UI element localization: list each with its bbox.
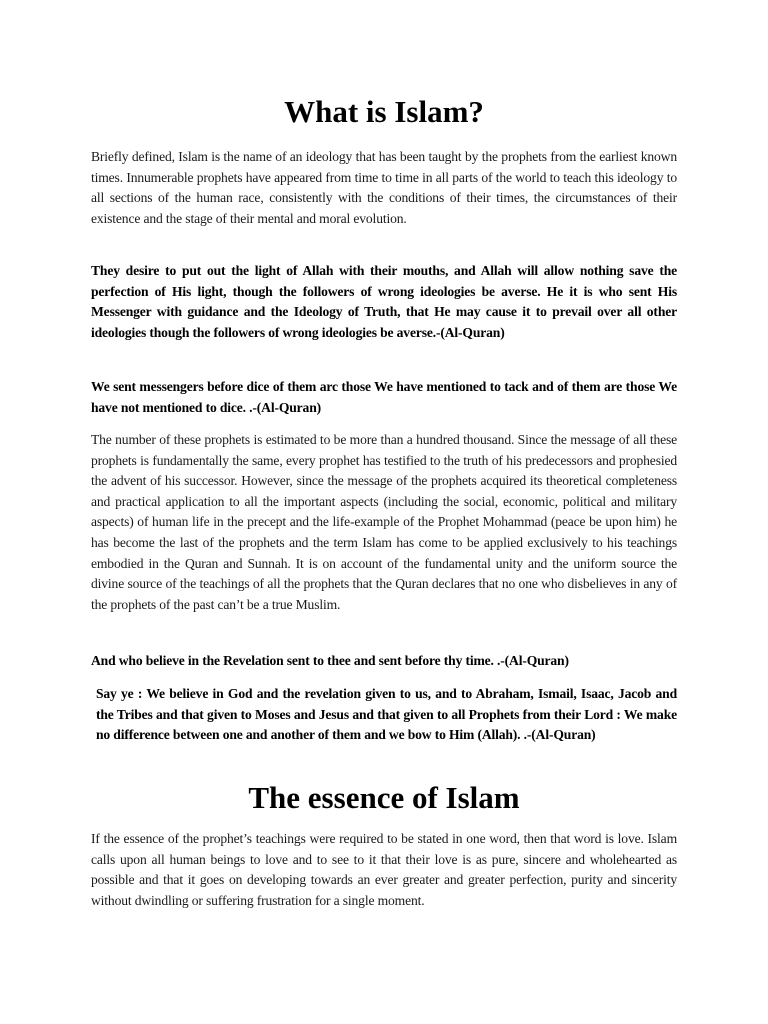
prophets-paragraph: The number of these prophets is estimated to be more than a hundred thousand. Since the message of all these prophets is fundamentally the same, every prophet has testified to the truth of his predecessors and prophesied the advent of his successor. However, since the message of the prophets acquired its theoretical completeness and practical application to all the important aspects (including the social, economic, political and military aspects) of human life in the precept and the life-example of the Prophet Mohammad (peace be upon him) he has become the last of the prophets and the term Islam has come to be applied exclusively to his teachings embodied in the Quran and Sunnah. It is on account of the fundamental unity and the uniform source the divine source of the teachings of all the prophets that the Quran declares that no one who disbelieves in any of the prophets of the past can’t be a true Muslim. (91, 432, 677, 612)
quran-quote-say-ye: Say ye : We believe in God and the revelation given to us, and to Abraham, Ismail, Isaac, Jacob and the Tribes and that given to Moses and Jesus and that given to all Prophets from their Lord : We make no difference between one and another of them and we bow to Him (Allah). .-(Al-Quran) (96, 686, 677, 743)
intro-paragraph: Briefly defined, Islam is the name of an ideology that has been taught by the prophets from the earliest known times. Innumerable prophets have appeared from time to time in all parts of the world to teach this ideology to all sections of the human race, consistently with the conditions of their times, the circumstances of their existence and the stage of their mental and moral evolution. (91, 149, 677, 226)
essence-paragraph: If the essence of the prophet’s teachings were required to be stated in one word, then that word is love. Islam calls upon all human beings to love and to see to it that their love is as pure, sincere and wholehearted as possible and that it goes on developing towards an ever greater and greater perfection, purity and sincerity without dwindling or suffering frustration for a single moment. (91, 831, 677, 908)
quran-quote-messengers: We sent messengers before dice of them arc those We have mentioned to tack and of them are those We have not mentioned to dice. .-(Al-Quran) (91, 379, 677, 415)
section-title: The essence of Islam (248, 780, 520, 815)
quran-quote-light-of-allah: They desire to put out the light of Allah with their mouths, and Allah will allow nothing save the perfection of His light, though the followers of wrong ideologies be averse. He it is who sent His Messenger with guidance and the Ideology of Truth, that He may cause it to prevail over all other ideologies though the followers of wrong ideologies be averse.-(Al-Quran) (91, 263, 677, 340)
page-title: What is Islam? (284, 94, 484, 129)
quran-quote-revelation: And who believe in the Revelation sent to thee and sent before thy time. .-(Al-Quran) (91, 653, 569, 668)
